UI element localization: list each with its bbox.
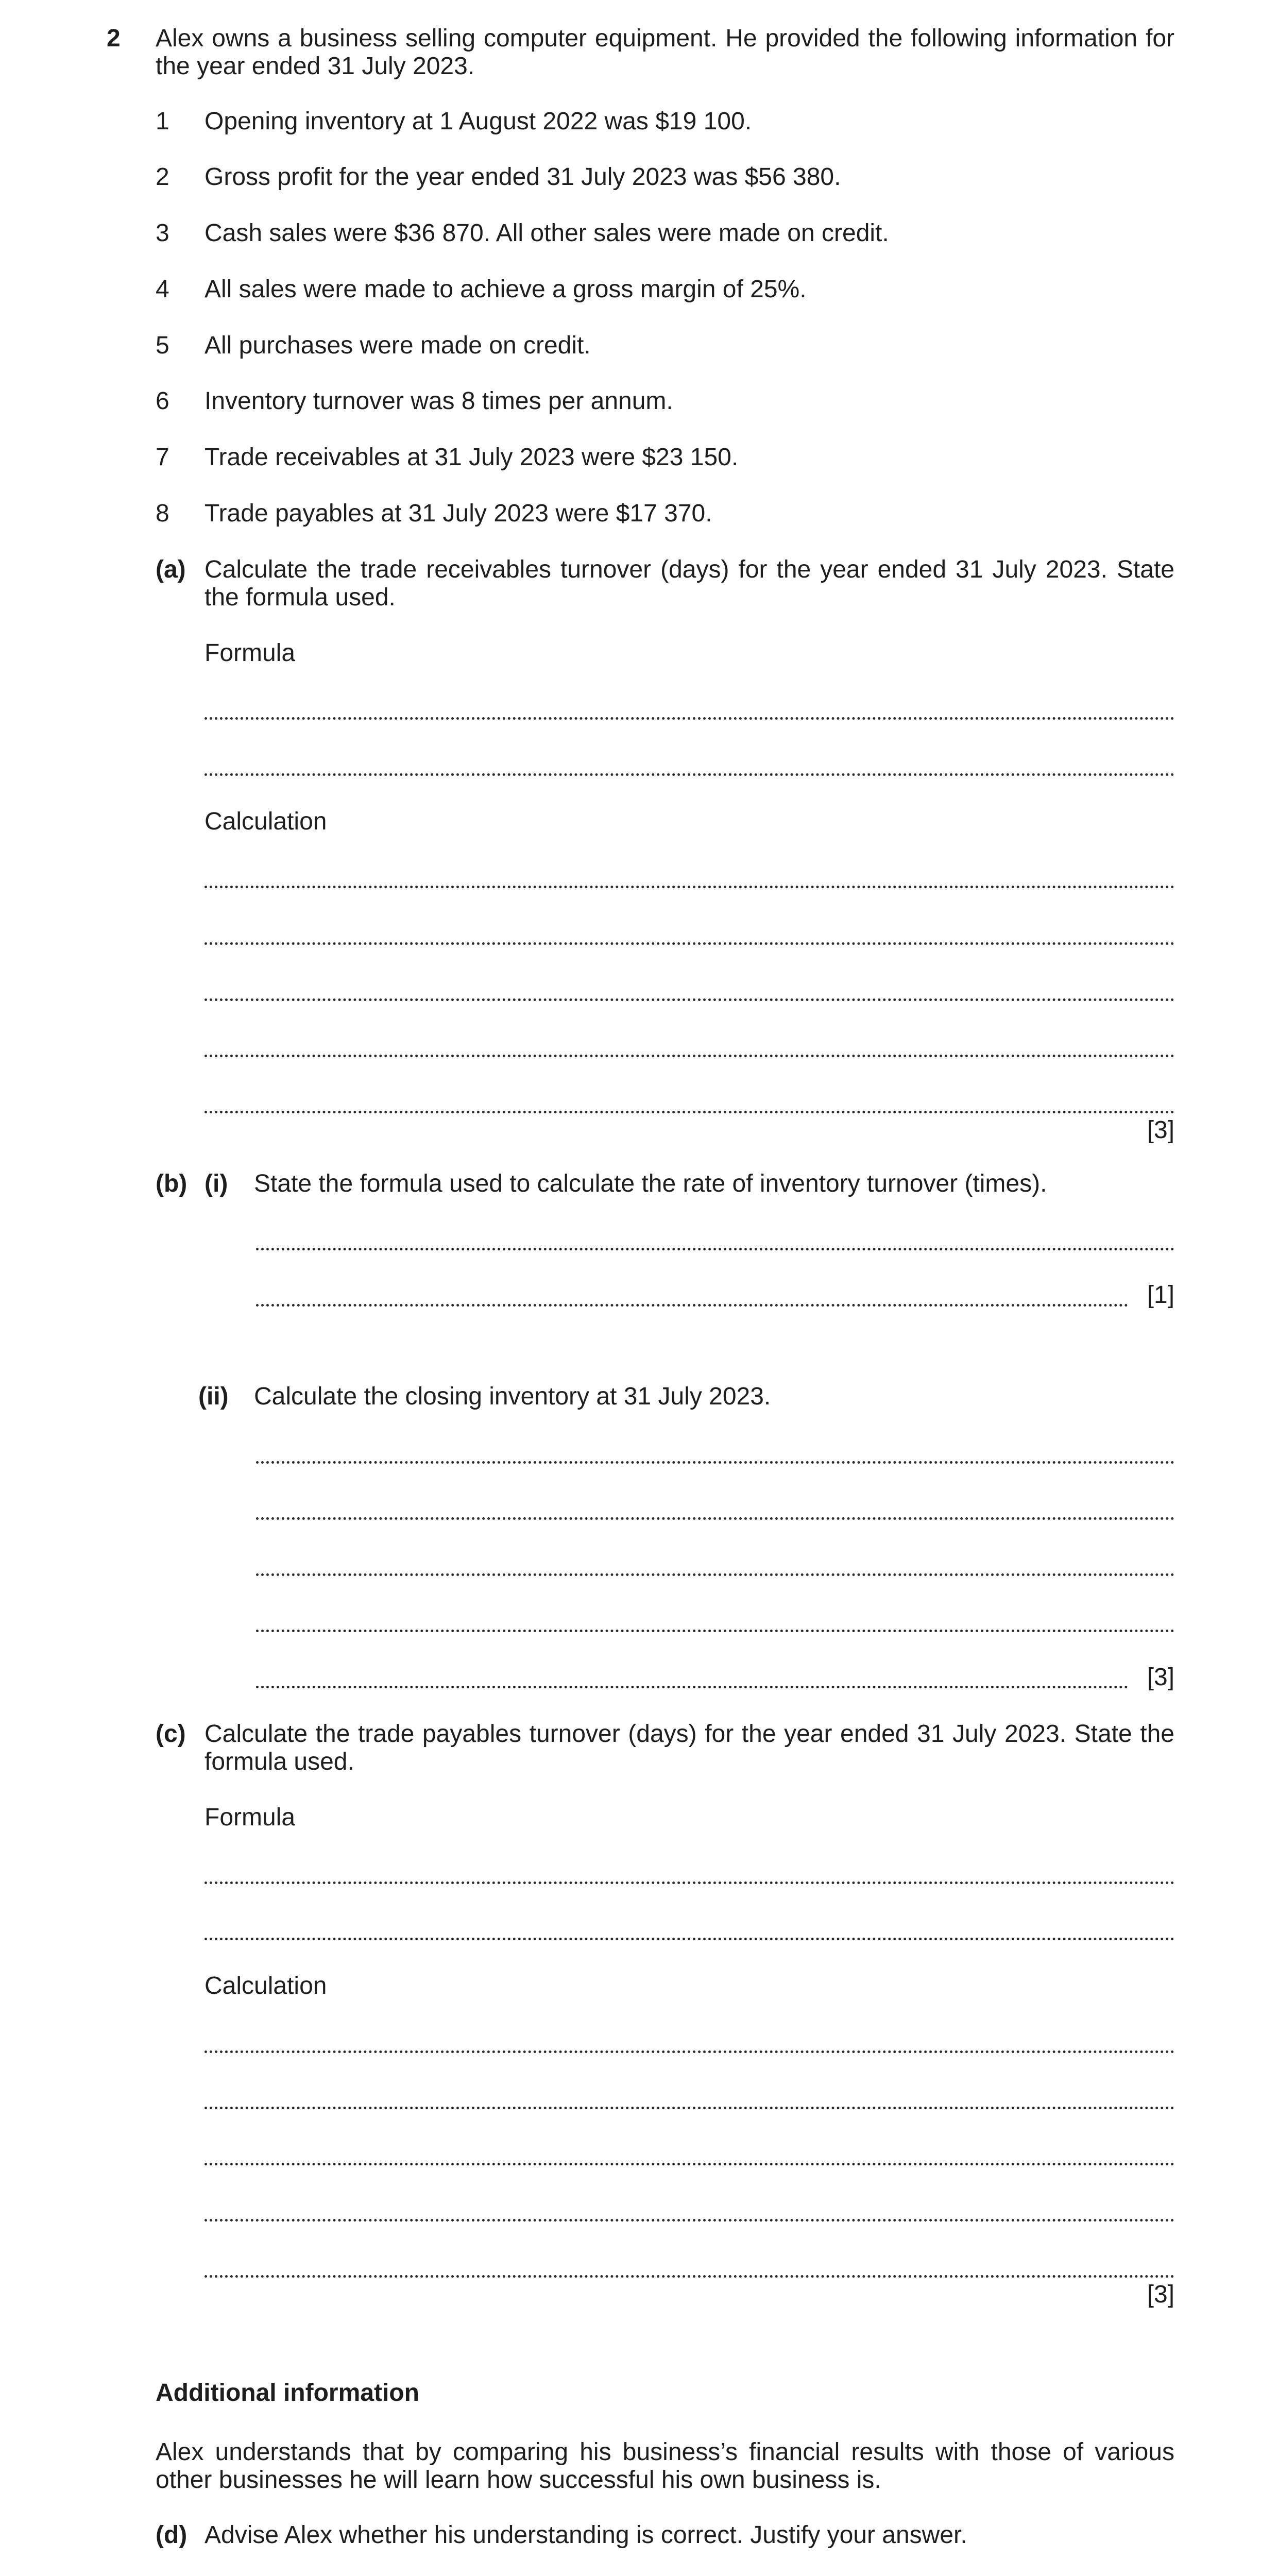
answer-line[interactable]	[205, 998, 1174, 1001]
info-item-text: Gross profit for the year ended 31 July 2023 was $56 380.	[205, 163, 841, 191]
info-item-text: Trade payables at 31 July 2023 were $17 370.	[205, 500, 712, 527]
part-c-question: Calculate the trade payables turnover (days) for the year ended 31 July 2023. State the formula used.	[205, 1720, 1174, 1775]
part-c-calculation-label: Calculation	[205, 1972, 327, 1999]
answer-line[interactable]	[256, 1248, 1174, 1250]
part-b-i-marks: [1]	[1147, 1281, 1174, 1309]
part-b-ii-marks: [3]	[1147, 1664, 1174, 1691]
part-b-ii-label: (ii)	[198, 1383, 229, 1410]
answer-line[interactable]	[205, 886, 1174, 888]
info-item-number: 6	[156, 387, 169, 415]
info-item-number: 1	[156, 108, 169, 135]
part-a-formula-label: Formula	[205, 639, 296, 667]
answer-line[interactable]	[205, 2219, 1174, 2222]
info-item-number: 2	[156, 163, 169, 191]
answer-line[interactable]	[205, 2050, 1174, 2053]
answer-line[interactable]	[256, 1573, 1174, 1576]
answer-line[interactable]	[256, 1630, 1174, 1632]
part-b-ii-question: Calculate the closing inventory at 31 July 2023.	[254, 1383, 771, 1410]
part-d-label: (d)	[156, 2521, 188, 2549]
question-number: 2	[107, 25, 121, 52]
answer-line[interactable]	[205, 1111, 1174, 1113]
additional-info-heading: Additional information	[156, 2379, 419, 2406]
info-item-text: All purchases were made on credit.	[205, 332, 591, 359]
part-c-label: (c)	[156, 1720, 186, 1748]
answer-line[interactable]	[205, 2275, 1174, 2278]
info-item-text: Opening inventory at 1 August 2022 was $19 100.	[205, 108, 752, 135]
info-item-text: Cash sales were $36 870. All other sales were made on credit.	[205, 219, 889, 247]
answer-line[interactable]	[256, 1304, 1128, 1307]
part-b-label: (b)	[156, 1170, 188, 1197]
info-item-text: Trade receivables at 31 July 2023 were $23 150.	[205, 444, 739, 471]
answer-line[interactable]	[205, 717, 1174, 720]
part-b-i-question: State the formula used to calculate the rate of inventory turnover (times).	[254, 1170, 1047, 1197]
part-b-i-label: (i)	[205, 1170, 228, 1197]
answer-line[interactable]	[256, 1461, 1174, 1464]
part-a-label: (a)	[156, 556, 186, 583]
info-item-number: 8	[156, 500, 169, 527]
info-item-text: All sales were made to achieve a gross margin of 25%.	[205, 276, 807, 303]
answer-line[interactable]	[205, 1938, 1174, 1940]
answer-line[interactable]	[256, 1686, 1128, 1688]
info-item-number: 7	[156, 444, 169, 471]
answer-line[interactable]	[205, 1055, 1174, 1057]
part-a-marks: [3]	[1147, 1116, 1174, 1144]
info-item-text: Inventory turnover was 8 times per annum.	[205, 387, 673, 415]
answer-line[interactable]	[205, 2107, 1174, 2109]
part-c-marks: [3]	[1147, 2281, 1174, 2308]
part-a-question: Calculate the trade receivables turnover (days) for the year ended 31 July 2023. State the formula used.	[205, 556, 1174, 611]
info-item-number: 5	[156, 332, 169, 359]
info-item-number: 4	[156, 276, 169, 303]
answer-line[interactable]	[205, 942, 1174, 945]
question-intro: Alex owns a business selling computer equipment. He provided the following information for the year ended 31 July 2023.	[156, 25, 1174, 80]
answer-line[interactable]	[205, 2163, 1174, 2165]
part-d-question: Advise Alex whether his understanding is correct. Justify your answer.	[205, 2521, 967, 2549]
info-item-number: 3	[156, 219, 169, 247]
additional-info-text: Alex understands that by comparing his business’s financial results with those of various other businesses he will learn how successful his own business is.	[156, 2438, 1174, 2494]
part-c-formula-label: Formula	[205, 1804, 296, 1831]
part-a-calculation-label: Calculation	[205, 808, 327, 835]
answer-line[interactable]	[256, 1517, 1174, 1520]
answer-line[interactable]	[205, 773, 1174, 776]
answer-line[interactable]	[205, 1882, 1174, 1884]
